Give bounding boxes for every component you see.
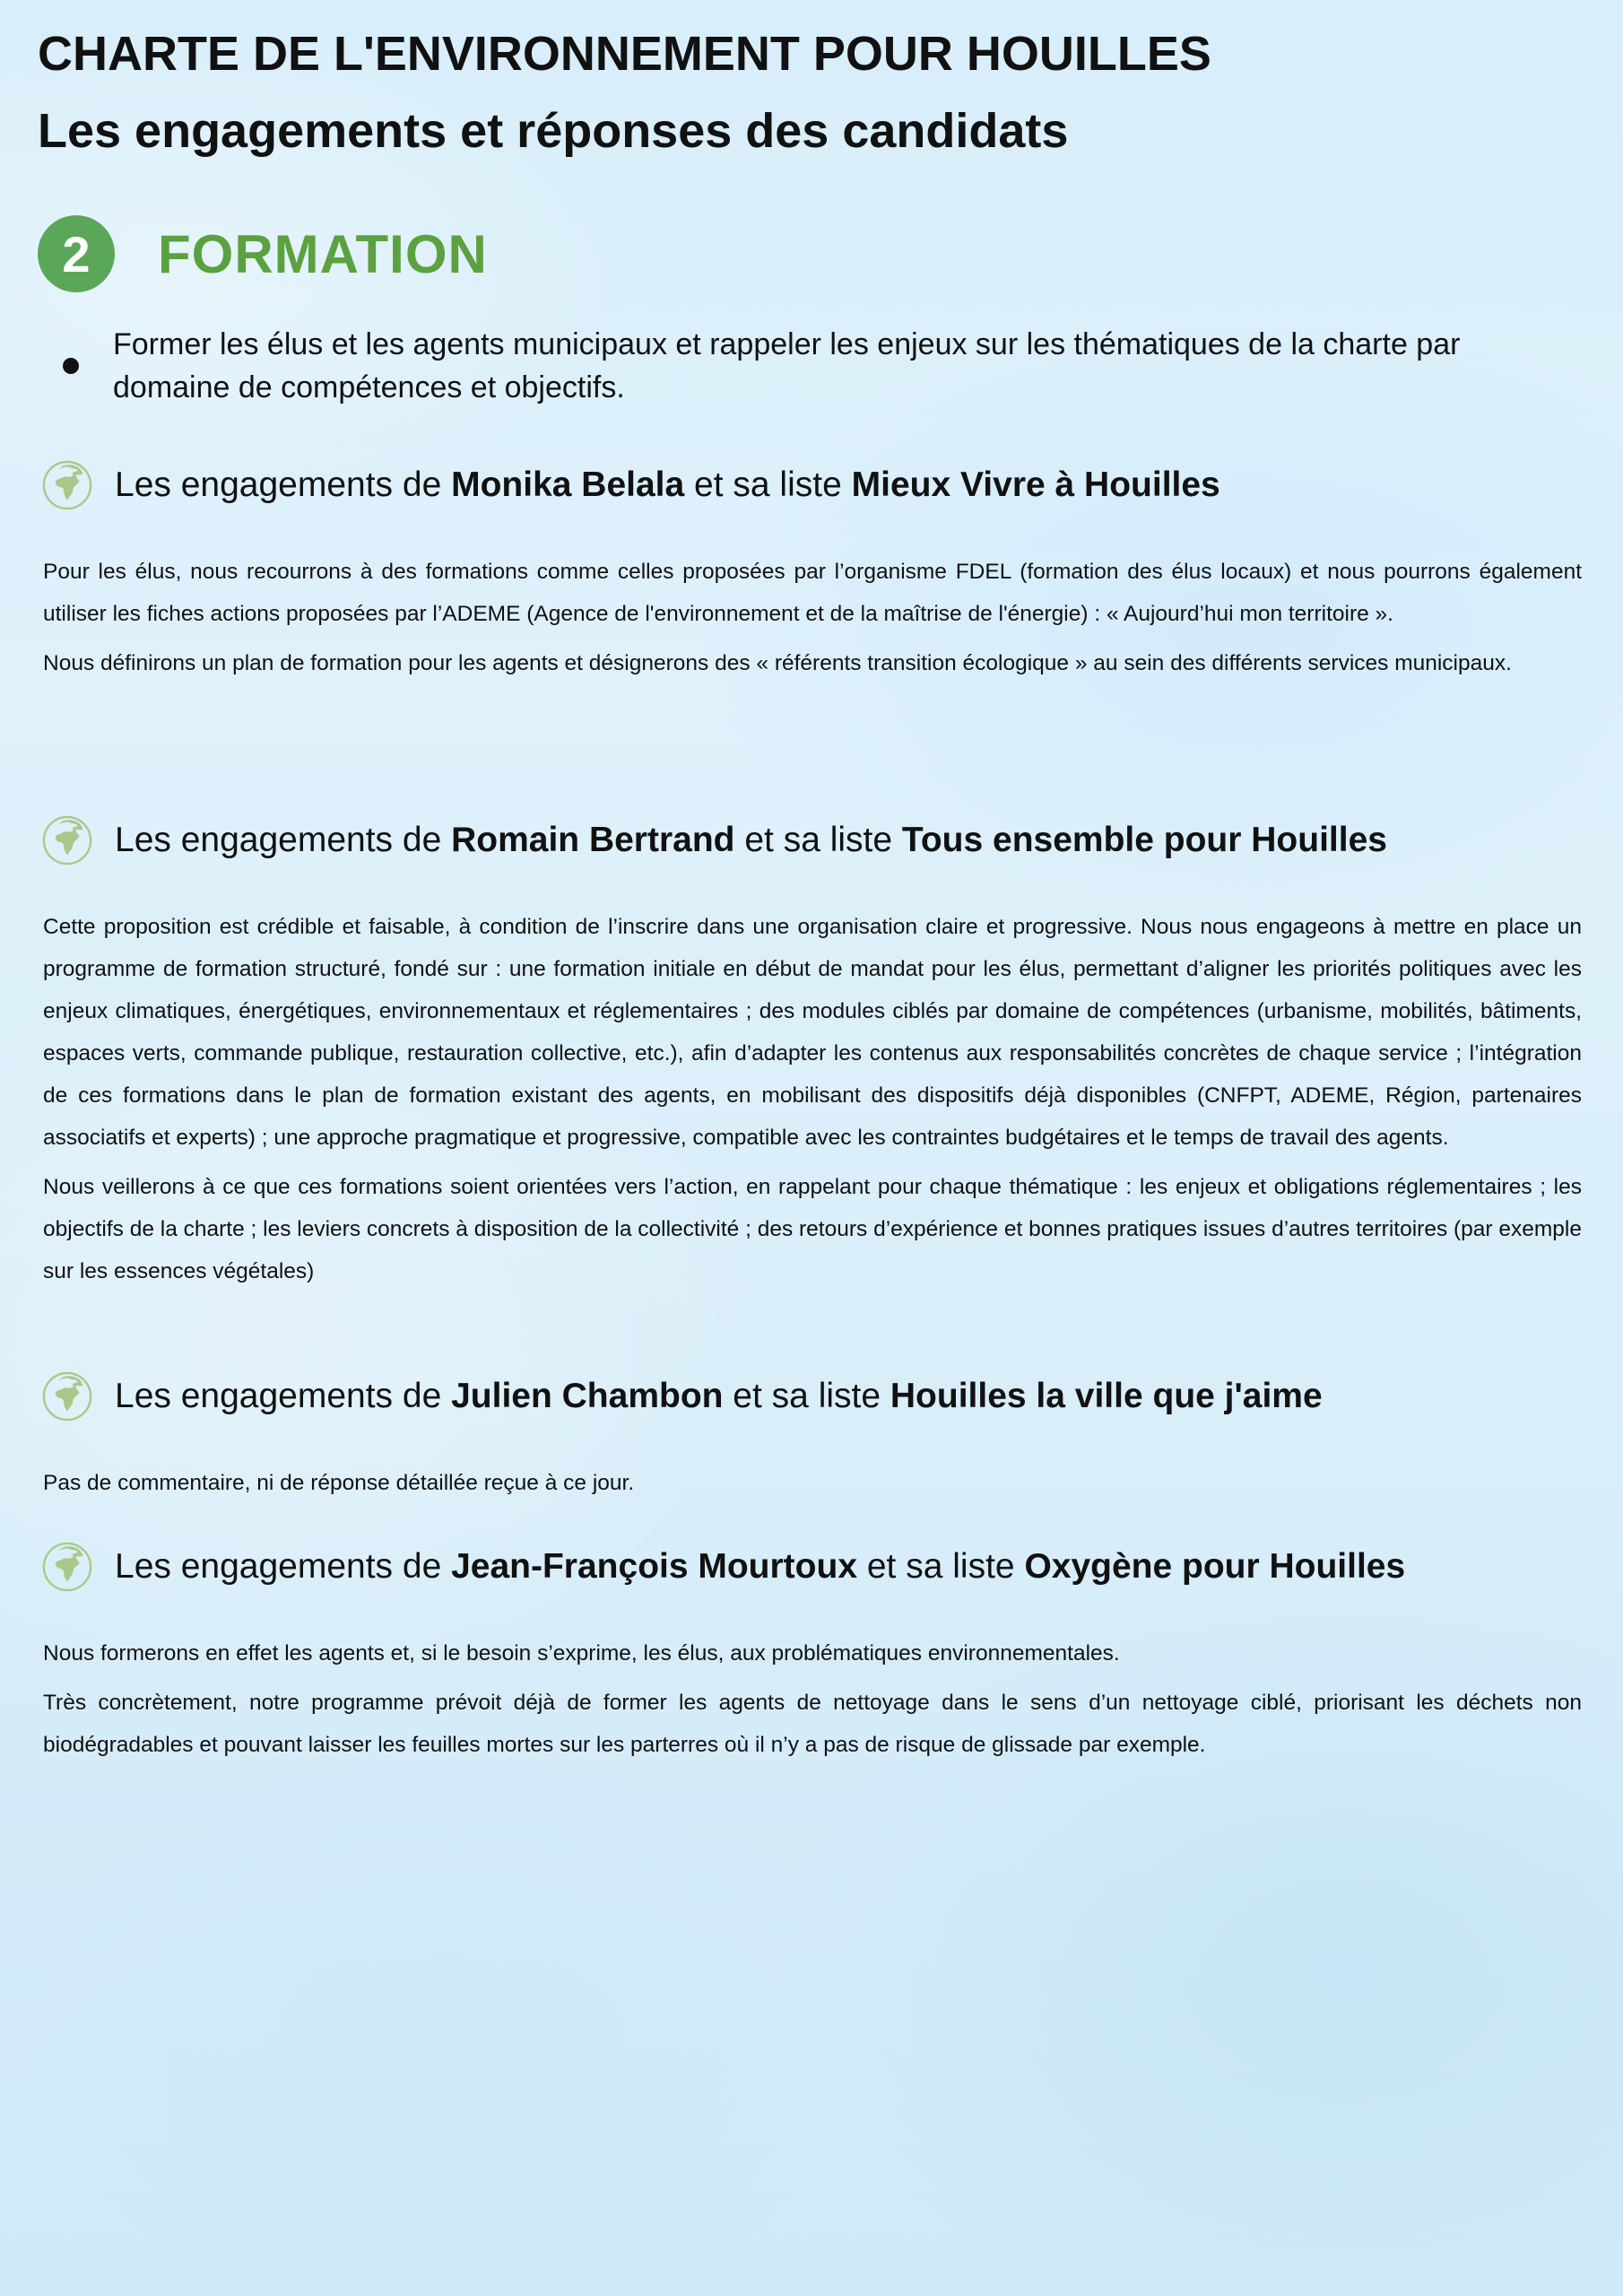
response-paragraph: Cette proposition est crédible et faisable, à condition de l’inscrire dans une organisation claire et progressive. Nous nous engageons à mettre en place un programme de formation structuré, fondé sur : une formation initiale en début de mandat pour les élus, permettant d’aligner les priorités politiques avec les enjeux climatiques, énergétiques, environnementaux et réglementaires ; des modules ciblés par domaine de compétences (urbanisme, mobilités, bâtiments, espaces verts, commande publique, restauration collective, etc.), afin d’adapter les contenus aux responsabilités concrètes de chaque service ; l’intégration de ces formations dans le plan de formation existant des agents, en mobilisant des dispositifs déjà disponibles (CNFPT, ADEME, Région, partenaires associatifs et experts) ; une approche pragmatique et progressive, compatible avec les contraintes budgétaires et le temps de travail des agents. (43, 915, 1582, 1150)
response-paragraph: Très concrètement, notre programme prévoit déjà de former les agents de nettoyage dans le sens d’un nettoyage ciblé, priorisant les déchets non biodégradables et pouvant laisser les feuilles mortes sur les parterres où il n’y a pas de risque de glissade par exemple. (43, 1691, 1582, 1757)
candidate-response (43, 1632, 1582, 1773)
candidate-title: Les engagements de Jean-François Mourtoux et sa liste Oxygène pour Houilles (115, 1547, 1406, 1586)
globe-icon (41, 814, 93, 866)
globe-icon (41, 459, 93, 511)
candidate-name: Romain Bertrand (451, 821, 735, 859)
candidate-name: Julien Chambon (451, 1377, 724, 1415)
response-paragraph: Pour les élus, nous recourrons à des formations comme celles proposées par l’organisme FDEL (formation des élus locaux) et nous pourrons également utiliser les fiches actions proposées par l’ADEME (Agence de l'environnement et de la maîtrise de l'énergie) : « Aujourd’hui mon territoire ». (43, 560, 1582, 626)
candidate-title: Les engagements de Romain Bertrand et sa liste Tous ensemble pour Houilles (115, 821, 1387, 859)
response-paragraph: Nous veillerons à ce que ces formations soient orientées vers l’action, en rappelant pour chaque thématique : les enjeux et obligations réglementaires ; les objectifs de la charte ; les leviers concrets à disposition de la collectivité ; des retours d’expérience et bonnes pratiques issues d’autres territoires (par exemple sur les essences végétales) (43, 1175, 1582, 1283)
response-paragraph: Pas de commentaire, ni de réponse détaillée reçue à ce jour. (43, 1471, 635, 1495)
candidate-response (43, 1462, 1582, 1511)
candidate-list: Mieux Vivre à Houilles (851, 465, 1220, 504)
globe-icon (41, 1370, 93, 1422)
response-paragraph: Nous formerons en effet les agents et, si le besoin s’exprime, les élus, aux problématiques environnementales. (43, 1641, 1120, 1665)
candidate-heading (41, 814, 1387, 866)
candidate-heading (41, 1370, 1323, 1422)
candidate-heading (41, 459, 1220, 511)
section-title: FORMATION (158, 223, 488, 284)
candidate-list: Oxygène pour Houilles (1024, 1547, 1406, 1586)
objective-text: Former les élus et les agents municipaux et rappeler les enjeux sur les thématiques de la charte par domaine de compétences et objectifs. (113, 327, 1461, 404)
candidate-list: Houilles la ville que j'aime (890, 1377, 1323, 1415)
document-subtitle: Les engagements et réponses des candidats (38, 104, 1069, 158)
candidate-response (43, 551, 1582, 691)
candidate-name: Monika Belala (451, 465, 685, 504)
section-header (38, 215, 488, 292)
candidate-title: Les engagements de Monika Belala et sa liste Mieux Vivre à Houilles (115, 465, 1220, 504)
globe-icon (41, 1541, 93, 1593)
candidate-list: Tous ensemble pour Houilles (901, 821, 1387, 859)
candidate-title: Les engagements de Julien Chambon et sa liste Houilles la ville que j'aime (115, 1377, 1323, 1415)
candidate-response (43, 906, 1582, 1300)
bullet-icon (63, 358, 79, 374)
candidate-name: Jean-François Mourtoux (451, 1547, 858, 1586)
section-number-badge: 2 (38, 215, 115, 292)
section-objective (63, 323, 1462, 409)
candidate-heading (41, 1541, 1405, 1593)
response-paragraph: Nous définirons un plan de formation pour les agents et désignerons des « référents transition écologique » au sein des différents services municipaux. (43, 651, 1512, 675)
document-title: CHARTE DE L'ENVIRONNEMENT POUR HOUILLES (38, 27, 1211, 81)
